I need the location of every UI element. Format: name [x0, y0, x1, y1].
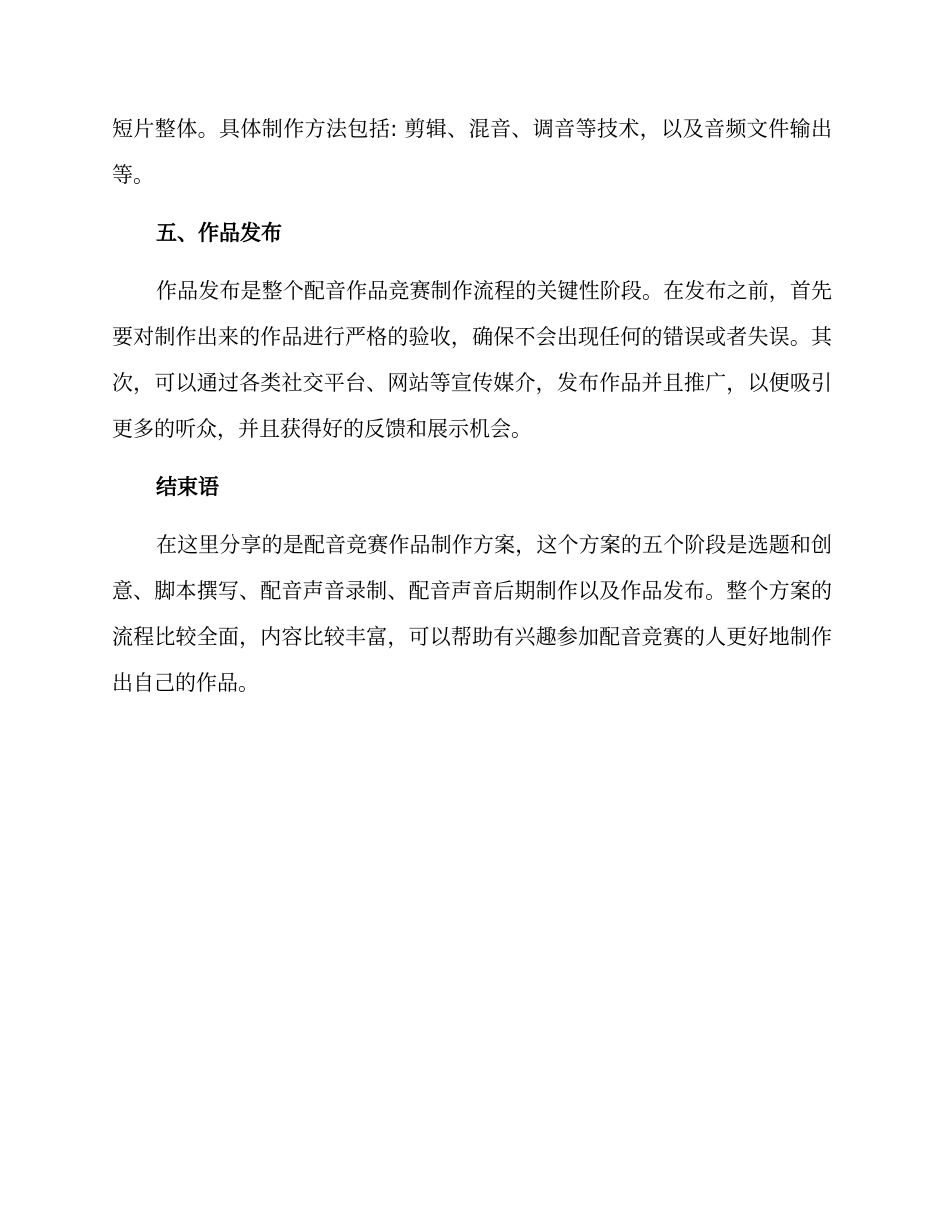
document-page — [112, 106, 832, 706]
paragraph-continued: 短片整体。具体制作方法包括: 剪辑、混音、调音等技术，以及音频文件输出等。 — [112, 117, 832, 187]
section-heading-publish: 五、作品发布 — [156, 221, 282, 245]
paragraph-conclusion: 在这里分享的是配音竞赛作品制作方案，这个方案的五个阶段是选题和创意、脚本撰写、配音声音录制、配音声音后期制作以及作品发布。整个方案的流程比较全面，内容比较丰富，可以帮助有兴趣参加配音竞赛的人更好地制作出自己的作品。 — [112, 533, 832, 695]
paragraph-publish: 作品发布是整个配音作品竞赛制作流程的关键性阶段。在发布之前，首先要对制作出来的作品进行严格的验收，确保不会出现任何的错误或者失误。其次，可以通过各类社交平台、网站等宣传媒介，发布作品并且推广，以便吸引更多的听众，并且获得好的反馈和展示机会。 — [112, 279, 832, 441]
section-heading-conclusion: 结束语 — [156, 475, 219, 499]
